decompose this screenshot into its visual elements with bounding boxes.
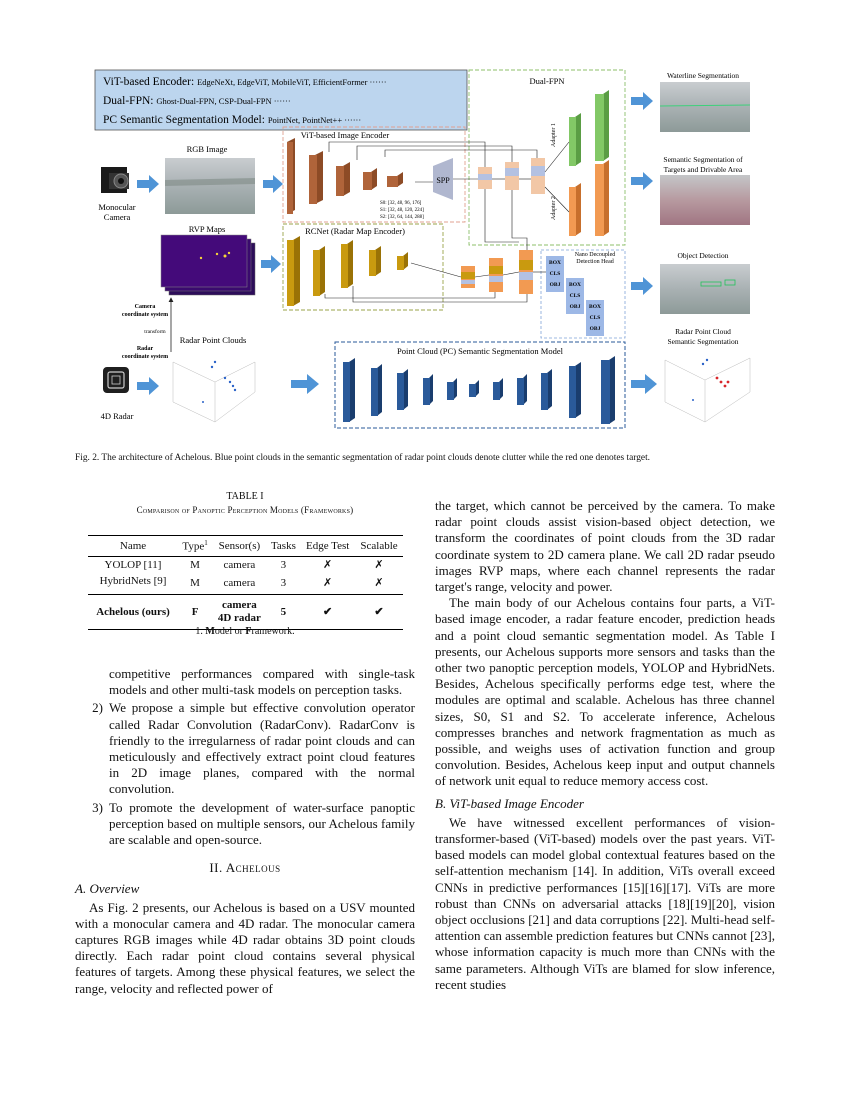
th-scalable: Scalable [355,536,403,557]
table-subtitle: Comparison of Panoptic Perception Models (Frameworks) [136,505,354,515]
table-header-row [88,536,403,557]
radar-point-clouds-label: Radar Point Clouds [179,335,247,345]
comparison-table [88,535,403,630]
th-edge-test: Edge Test [300,536,355,557]
main-body-paragraph: The main body of our Achelous contains four parts, a ViT-based image encoder, a radar feature encoder, prediction heads and a point cloud semantic segmentation model. As Table I presents, our Achelous supports more sensors and tasks than the other two panoptic perception models, YOLOP and HybridNets. Besides, Achelous specifically performs edge test, where the modules are optimal and scalable. Achelous has three channel sizes, S0, S1 and S2. To accelerate inference, Achelous compresses branches and network fragmentation as much as possible, and weighs uses of activation function and group convolution. Besides, Achelous keep input and output channels of network unit equal to reduce memory access cost. [435,595,775,789]
nano-head-label1: Nano Decoupled [574,252,616,258]
rcnet-box [283,224,443,310]
svg-text:CLS: CLS [549,271,561,277]
out-semantic-label2: Targets and Drivable Area [663,165,743,174]
overview-paragraph-cont: the target, which cannot be perceived by the camera. To make radar point clouds assist vision-based object detection, we transform the coordinates of point clouds from the 3D radar coordinate system to 2D camera plane. We call 2D radar pseudo images RVP maps, where each channel represents the radar target's range, velocity and power. [435,498,775,595]
legend-line1-rest: EdgeNeXt, EdgeViT, MobileViT, EfficientFormer ······ [197,77,387,87]
model-legend-box [95,70,467,130]
subsection-vit-encoder: B. ViT-based Image Encoder [435,795,584,811]
out-detection-label: Object Detection [677,251,729,260]
legend-line3-rest: PointNet, PointNet++ ······ [267,115,362,125]
rgb-image-label: RGB Image [186,144,228,154]
overview-paragraph: As Fig. 2 presents, our Achelous is based on a USV mounted with a monocular camera and 4D radar. The monocular camera captures RGB images while 4D radar obtains 3D point clouds directly. Each radar point cloud contains several physical features of targets. Among these physical features, we select the range, velocity and reflected power of [75,899,415,996]
monocular-camera-label: Monocular [98,202,136,212]
svg-text:OBJ: OBJ [589,326,601,332]
pc-model-label: Point Cloud (PC) Semantic Segmentation Model [397,346,563,356]
rgb-image [165,158,255,214]
out-semantic-image [660,175,750,225]
table-row: HybridNets [9] M camera 3 ✗ ✗ [99,574,384,590]
svg-text:CLS: CLS [569,293,581,299]
contribution-3: To promote the development of water-surface panoptic perception based on multiple sensors, our Achelous family are scalable and open-source. [109,799,415,848]
out-radar-label2: Semantic Segmentation [667,337,739,346]
out-waterline-label: Waterline Segmentation [666,71,740,80]
4d-radar-label: 4D Radar [100,411,134,421]
svg-text:Dual-FPN: Ghost-Dual-FPN, CSP- [103,95,291,107]
out-radar-label1: Radar Point Cloud [675,327,731,336]
section-heading-achelous: II. Achelous [209,860,281,876]
fpn-mid-blocks [478,158,545,194]
legend-line2-head: Dual-FPN: [103,95,154,107]
vit-paragraph: We have witnessed excellent performances of vision-transformer-based (ViT-based) models over the past years. ViT-based models can model global contextual features based on the self-attention mechanism [14]. In addition, ViTs overall exceed CNNs in predictive performances [15][16][17]. ViTs are more robust than CNNs on adversarial attacks [18][19][20], vision object occlusions [21] and data corruptions [22]. Multi-head self-attention can assemble prediction features but CNNs cannot [23], whose information capacity is much more than CNNs with the same parameters. Although ViTs are blamed for slow inference, recent studies [435,814,775,992]
contribution-1-cont: competitive performances compared with single-task models and other multi-task models on perception tasks. [109,666,415,698]
pc-model-blocks [343,356,615,424]
th-tasks: Tasks [267,536,301,557]
out-semantic-label1: Semantic Segmentation of [663,155,743,164]
adapter2-label: Adapter 2 [551,196,557,220]
monocular-camera-icon [101,167,129,193]
legend-line3-head: PC Semantic Segmentation Model: [103,114,265,126]
th-name: Name [88,536,178,557]
monocular-camera-label2: Camera [103,212,131,222]
svg-text:OBJ: OBJ [549,282,561,288]
out-waterline-image [660,82,750,132]
nano-head-label2: Detection Head [576,259,614,265]
camera-coord-label2: coordinate system [121,312,169,318]
table-title: TABLE I [226,491,264,502]
adapter1-label: Adapter 1 [551,123,557,147]
svg-text:BOX: BOX [589,304,601,310]
svg-text:BOX: BOX [569,282,581,288]
dual-fpn-label: Dual-FPN [529,76,565,86]
detection-head-blocks [546,256,604,336]
legend-line2-rest: Ghost-Dual-FPN, CSP-Dual-FPN ······ [156,96,291,106]
th-type: Type$^1$ [178,536,212,557]
svg-text:ViT-based Encoder: EdgeNeXt, E [103,76,387,88]
rcnet-label: RCNet (Radar Map Encoder) [305,226,405,236]
transform-label: transform [144,329,166,335]
legend-line1-head: ViT-based Encoder: [103,76,195,88]
vit-encoder-label: ViT-based Image Encoder [300,130,390,140]
table-footnote: 1. Model or Framework. [195,626,295,637]
channel-s0: S0: [32, 48, 96, 176] [380,201,422,206]
rvp-maps [161,235,255,295]
channel-s1: S1: [32, 48, 120, 224] [380,208,424,213]
radar-coord-label: Radar [136,346,154,352]
spp-label: SPP [436,176,450,185]
channel-s2: S2: [32, 64, 144, 288] [380,215,424,220]
contribution-2: We propose a simple but effective convolution operator called Radar Convolution (RadarConv). RadarConv is friendly to the irregularness of radar point clouds and can meticulously and effectively extract point cloud features in 2D image planes, compared with the normal convolution. [109,700,415,797]
table-row-ours: Achelous (ours) F camera 4D radar 5 ✔ ✔ [88,594,403,629]
th-sensors: Sensor(s) [212,536,267,557]
camera-coord-label: Camera [134,304,156,310]
rvp-maps-label: RVP Maps [188,224,226,234]
rcnet-blocks [287,236,408,306]
figure-caption: Fig. 2. The architecture of Achelous. Blue point clouds in the semantic segmentation of radar point clouds denote clutter while the red one denotes target. [75,453,651,463]
svg-text:CLS: CLS [589,315,601,321]
svg-text:OBJ: OBJ [569,304,581,310]
right-column [435,498,775,993]
fpn-green-blocks [569,90,609,166]
fused-feature-blocks [461,250,533,294]
architecture-figure [75,62,775,442]
svg-text:PC Semantic Segmentation Model [103,114,361,126]
out-detection-image [660,264,750,314]
fpn-orange-blocks [569,160,609,236]
subsection-overview: A. Overview [75,881,140,897]
svg-text:BOX: BOX [549,260,561,266]
table-row: YOLOP [11] M camera 3 ✗ ✗ [104,558,384,571]
out-radar-plot [665,358,750,422]
radar-coord-label2: coordinate system [121,354,169,360]
left-column: competitive performances compared with single-task models and other multi-task models on perception tasks. 2) We propose a simple but effective convolution operator called Radar Convolution (RadarConv). RadarConv is friendly to the irregularness of radar point clouds and can meticulously and effectively extract point cloud features in 2D image planes, compared with the normal convolution. 3) To promote the development of water-surface panoptic perception based on multiple sensors, our Achelous family are scalable and open-source. II. Achelous A. Overview As Fig. 2 presents, our Achelous is based on a USV mounted with a monocular camera and 4D radar. The monocular camera captures RGB images while 4D radar obtains 3D point clouds directly. Each radar point cloud contains several physical features of targets. Among these physical features, we select the range, velocity and reflected power of [75,666,415,996]
4d-radar-icon [103,367,129,393]
radar-point-cloud-plot [173,361,255,422]
